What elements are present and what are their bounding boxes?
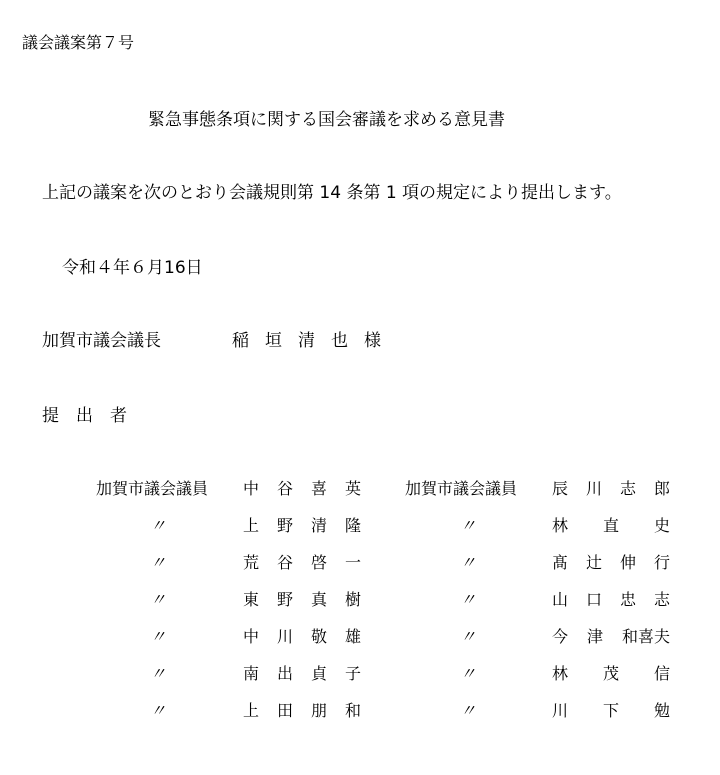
member-name: [552, 550, 670, 573]
member-name-part: 口: [585, 590, 602, 609]
ditto-mark: 〃: [460, 664, 477, 683]
ditto-mark: 〃: [150, 553, 167, 572]
ditto-mark: 〃: [150, 516, 167, 535]
member-name-part: 上: [243, 701, 260, 720]
member-name-part: 下: [602, 701, 619, 720]
member-name-part: 和: [344, 701, 361, 720]
member-name: [243, 661, 361, 684]
ditto-mark: 〃: [460, 701, 477, 720]
document-intro: 上記の議案を次のとおり会議規則第 14 条第 1 項の規定により提出します。: [42, 183, 622, 203]
member-name-part: 伸: [619, 553, 636, 572]
member-name: [552, 624, 670, 647]
member-name-part: 雄: [344, 627, 361, 646]
member-name-part: 林: [552, 664, 569, 683]
document-date: 令和４年６月16日: [62, 258, 203, 278]
addressee-name: 稲垣清也様: [232, 331, 397, 351]
ditto-mark: 〃: [150, 590, 167, 609]
member-name-part: 今: [552, 627, 569, 646]
member-name-part: 南: [243, 664, 260, 683]
member-name-part: 津: [586, 627, 603, 646]
member-name: [243, 476, 361, 499]
member-name-part: 辰: [552, 479, 569, 498]
member-name-part: 山: [552, 590, 569, 609]
member-name-part: 直: [602, 516, 619, 535]
member-name-part: 川: [276, 627, 293, 646]
member-name-part: 志: [619, 479, 636, 498]
member-name-part: 上: [243, 516, 260, 535]
member-name: [552, 661, 670, 684]
member-name-part: 志: [653, 590, 670, 609]
ditto-mark: 〃: [150, 664, 167, 683]
member-name-part: 一: [344, 553, 361, 572]
member-name-part: 川: [552, 701, 569, 720]
ditto-mark: 〃: [150, 627, 167, 646]
submitter-label: 提出者: [42, 406, 144, 426]
member-name: [243, 698, 361, 721]
member-name-part: 子: [344, 664, 361, 683]
member-name-part: 信: [653, 664, 670, 683]
member-name-part: 荒: [243, 553, 260, 572]
member-name-part: 髙: [552, 553, 569, 572]
member-name-part: 史: [653, 516, 670, 535]
member-name-part: 野: [276, 516, 293, 535]
member-name-part: 忠: [619, 590, 636, 609]
ditto-mark: 〃: [460, 590, 477, 609]
member-name-part: 川: [585, 479, 602, 498]
ditto-mark: 〃: [460, 516, 477, 535]
member-name-part: 東: [243, 590, 260, 609]
member-name: [552, 476, 670, 499]
member-name-part: 啓: [310, 553, 327, 572]
ditto-mark: 〃: [150, 701, 167, 720]
member-name-part: 出: [276, 664, 293, 683]
addressee-title: 加賀市議会議長: [42, 331, 161, 351]
member-name-part: 茂: [602, 664, 619, 683]
document-title: 緊急事態条項に関する国会審議を求める意見書: [148, 110, 505, 130]
member-name-part: 真: [310, 590, 327, 609]
member-name-part: 行: [653, 553, 670, 572]
member-name-part: 田: [276, 701, 293, 720]
member-name: [552, 513, 670, 536]
member-name-part: 和喜夫: [621, 627, 670, 646]
member-name-part: 隆: [344, 516, 361, 535]
member-name-part: 英: [344, 479, 361, 498]
member-name: [552, 587, 670, 610]
member-name: [243, 624, 361, 647]
member-name-part: 辻: [585, 553, 602, 572]
member-name: [243, 550, 361, 573]
member-name-part: 勉: [653, 701, 670, 720]
member-name-part: 敬: [310, 627, 327, 646]
member-name: [552, 698, 670, 721]
member-name: [243, 587, 361, 610]
member-name-part: 谷: [276, 479, 293, 498]
member-name: [243, 513, 361, 536]
member-name-part: 朋: [310, 701, 327, 720]
member-name-part: 郎: [653, 479, 670, 498]
member-name-part: 中: [243, 627, 260, 646]
ditto-mark: 〃: [460, 553, 477, 572]
member-name-part: 中: [243, 479, 260, 498]
member-title: 加賀市議会議員: [405, 479, 518, 498]
member-name-part: 樹: [344, 590, 361, 609]
document-number: 議会議案第７号: [22, 33, 135, 52]
member-title: 加賀市議会議員: [96, 479, 209, 498]
member-name-part: 谷: [276, 553, 293, 572]
member-name-part: 野: [276, 590, 293, 609]
member-name-part: 林: [552, 516, 569, 535]
member-name-part: 貞: [310, 664, 327, 683]
member-name-part: 清: [310, 516, 327, 535]
ditto-mark: 〃: [460, 627, 477, 646]
member-name-part: 喜: [310, 479, 327, 498]
